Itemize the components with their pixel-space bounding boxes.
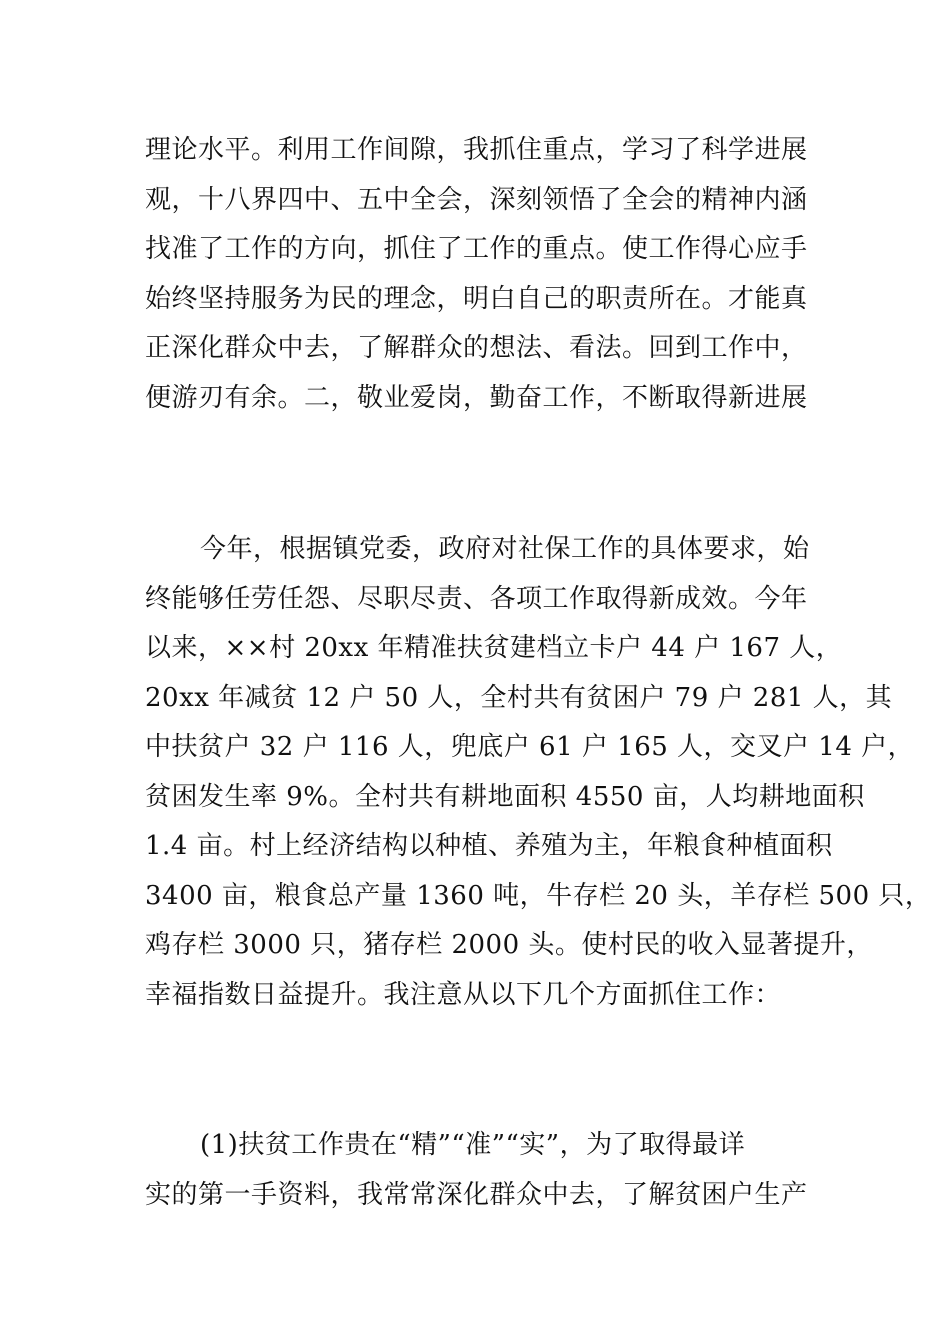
text-line: 今年，根据镇党委，政府对社保工作的具体要求，始 (200, 534, 810, 564)
text-line: 20xx 年减贫 12 户 50 人，全村共有贫困户 79 户 281 人，其 (145, 683, 893, 713)
text-line: 鸡存栏 3000 只，猪存栏 2000 头。使村民的收入显著提升， (145, 930, 873, 960)
text-line: 中扶贫户 32 户 116 人，兜底户 61 户 165 人，交叉户 14 户， (145, 732, 915, 762)
text-line: 始终坚持服务为民的理念，明白自己的职责所在。才能真 (145, 284, 808, 314)
text-line: (1)扶贫工作贵在“精”“准”“实”，为了取得最详 (200, 1130, 746, 1160)
text-line: 3400 亩，粮食总产量 1360 吨，牛存栏 20 头，羊存栏 500 只， (145, 881, 932, 911)
text-line: 观，十八界四中、五中全会，深刻领悟了全会的精神内涵 (145, 185, 808, 215)
text-line: 正深化群众中去，了解群众的想法、看法。回到工作中， (145, 333, 808, 363)
text-line: 找准了工作的方向，抓住了工作的重点。使工作得心应手 (145, 234, 808, 264)
text-line: 便游刃有余。二，敬业爱岗，勤奋工作，不断取得新进展 (145, 383, 808, 413)
text-line: 幸福指数日益提升。我注意从以下几个方面抓住工作： (145, 980, 782, 1010)
text-line: 1.4 亩。村上经济结构以种植、养殖为主，年粮食种植面积 (145, 831, 833, 861)
text-line: 终能够任劳任怨、尽职尽责、各项工作取得新成效。今年 (145, 584, 808, 614)
text-line: 以来，××村 20xx 年精准扶贫建档立卡户 44 户 167 人， (145, 633, 843, 663)
text-line: 贫困发生率 9%。全村共有耕地面积 4550 亩，人均耕地面积 (145, 782, 865, 812)
text-line: 实的第一手资料，我常常深化群众中去，了解贫困户生产 (145, 1180, 808, 1210)
text-line: 理论水平。利用工作间隙，我抓住重点，学习了科学进展 (145, 135, 808, 165)
